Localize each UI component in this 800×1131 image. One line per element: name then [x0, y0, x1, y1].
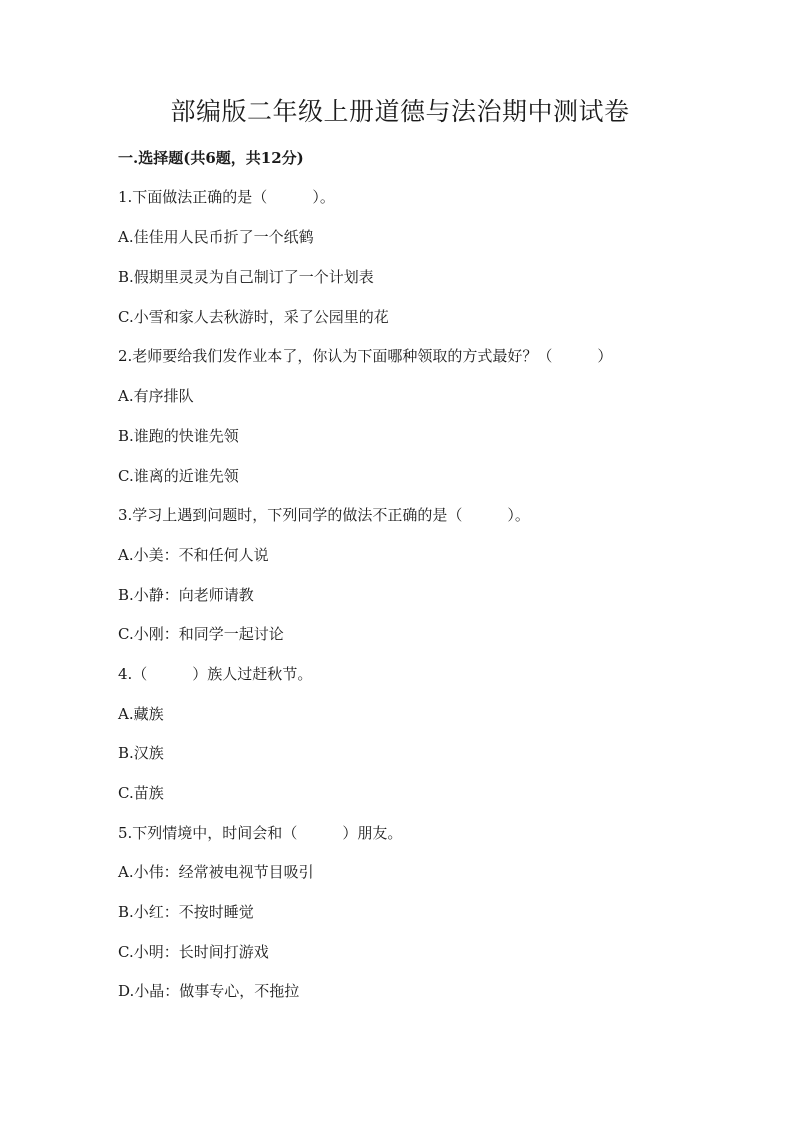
- question-option: A.小美：不和任何人说: [118, 546, 269, 564]
- question-option: A.小伟：经常被电视节目吸引: [118, 863, 314, 881]
- question-option: B.假期里灵灵为自己制订了一个计划表: [118, 268, 374, 286]
- question-option: C.小雪和家人去秋游时，采了公园里的花: [118, 308, 389, 326]
- question-option: B.小静：向老师请教: [118, 586, 254, 604]
- question-option: B.谁跑的快谁先领: [118, 427, 239, 445]
- question-option: C.苗族: [118, 784, 164, 802]
- question-stem: 3.学习上遇到问题时，下列同学的做法不正确的是（ ）。: [118, 506, 530, 524]
- question-option: B.小红：不按时睡觉: [118, 903, 254, 921]
- question-option: D.小晶：做事专心，不拖拉: [118, 982, 300, 1000]
- question-stem: 4.（ ）族人过赶秋节。: [118, 665, 313, 683]
- section-heading: 一.选择题(共6题，共12分): [118, 149, 304, 167]
- question-option: B.汉族: [118, 744, 164, 762]
- question-stem: 1.下面做法正确的是（ ）。: [118, 188, 335, 206]
- question-option: A.藏族: [118, 705, 164, 723]
- question-option: C.小明：长时间打游戏: [118, 943, 269, 961]
- question-option: A.有序排队: [118, 387, 194, 405]
- question-stem: 5.下列情境中，时间会和（ ）朋友。: [118, 824, 403, 842]
- question-stem: 2.老师要给我们发作业本了，你认为下面哪种领取的方式最好？（ ）: [118, 347, 613, 365]
- page-title: 部编版二年级上册道德与法治期中测试卷: [170, 97, 630, 126]
- question-option: C.小刚：和同学一起讨论: [118, 625, 284, 643]
- question-option: C.谁离的近谁先领: [118, 467, 239, 485]
- question-option: A.佳佳用人民币折了一个纸鹤: [118, 228, 314, 246]
